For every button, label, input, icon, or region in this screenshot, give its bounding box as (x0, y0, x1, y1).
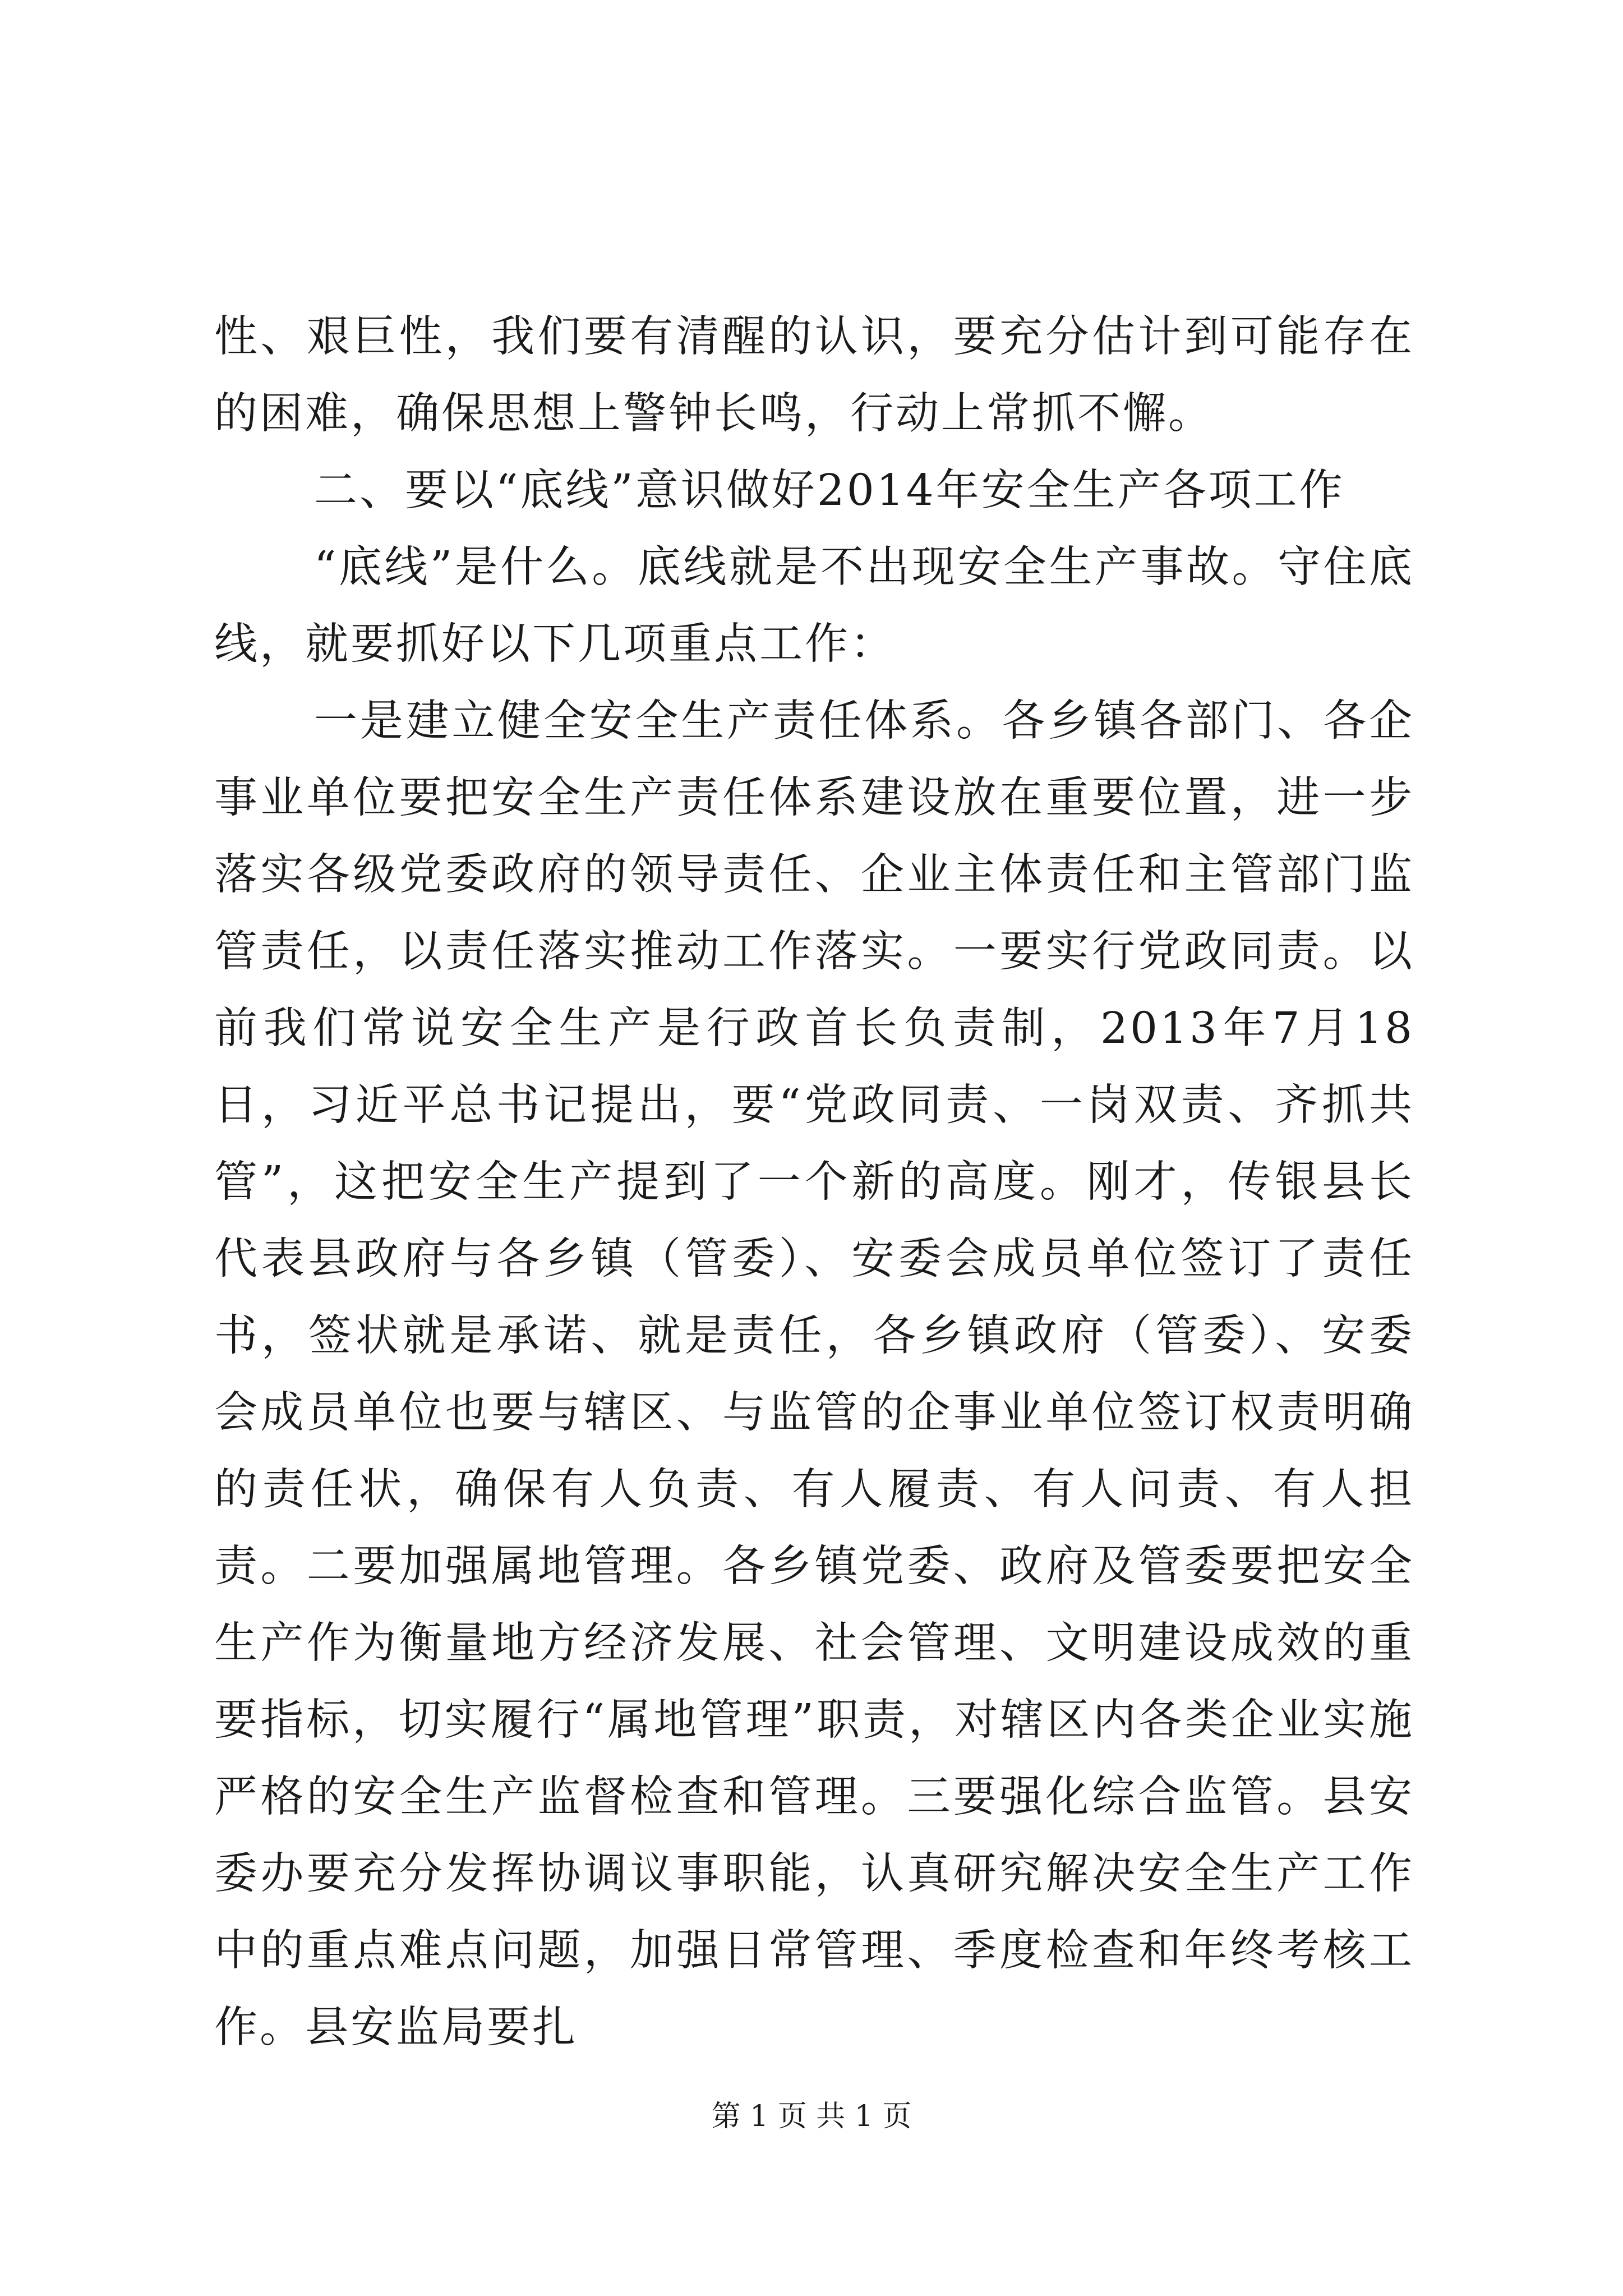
page-footer: 第 1 页 共 1 页 (711, 2100, 912, 2133)
document-body (214, 298, 1414, 2066)
paragraph-responsibility-system: 一是建立健全安全生产责任体系。各乡镇各部门、各企事业单位要把安全生产责任体系建设放在重要位置，进一步落实各级党委政府的领导责任、企业主体责任和主管部门监管责任，以责任落实推动工作落实。一要实行党政同责。以前我们常说安全生产是行政首长负责制，2013年7月18日，习近平总书记提出，要“党政同责、一岗双责、齐抓共管”，这把安全生产提到了一个新的高度。刚才，传银县长代表县政府与各乡镇（管委）、安委会成员单位签订了责任书，签状就是承诺、就是责任，各乡镇政府（管委）、安委会成员单位也要与辖区、与监管的企事业单位签订权责明确的责任状，确保有人负责、有人履责、有人问责、有人担责。二要加强属地管理。各乡镇党委、政府及管委要把安全生产作为衡量地方经济发展、社会管理、文明建设成效的重要指标，切实履行“属地管理”职责，对辖区内各类企业实施严格的安全生产监督检查和管理。三要强化综合监管。县安委办要充分发挥协调议事职能，认真研究解决安全生产工作中的重点难点问题，加强日常管理、季度检查和年终考核工作。县安监局要扎 (214, 696, 1414, 2053)
paragraph-continuation: 性、艰巨性，我们要有清醒的认识，要充分估计到可能存在的困难，确保思想上警钟长鸣，行动上常抓不懈。 (214, 312, 1414, 439)
section-heading: 二、要以“底线”意识做好2014年安全生产各项工作 (314, 466, 1345, 516)
paragraph-bottom-line: “底线”是什么。底线就是不出现安全生产事故。守住底线，就要抓好以下几项重点工作： (214, 542, 1414, 669)
